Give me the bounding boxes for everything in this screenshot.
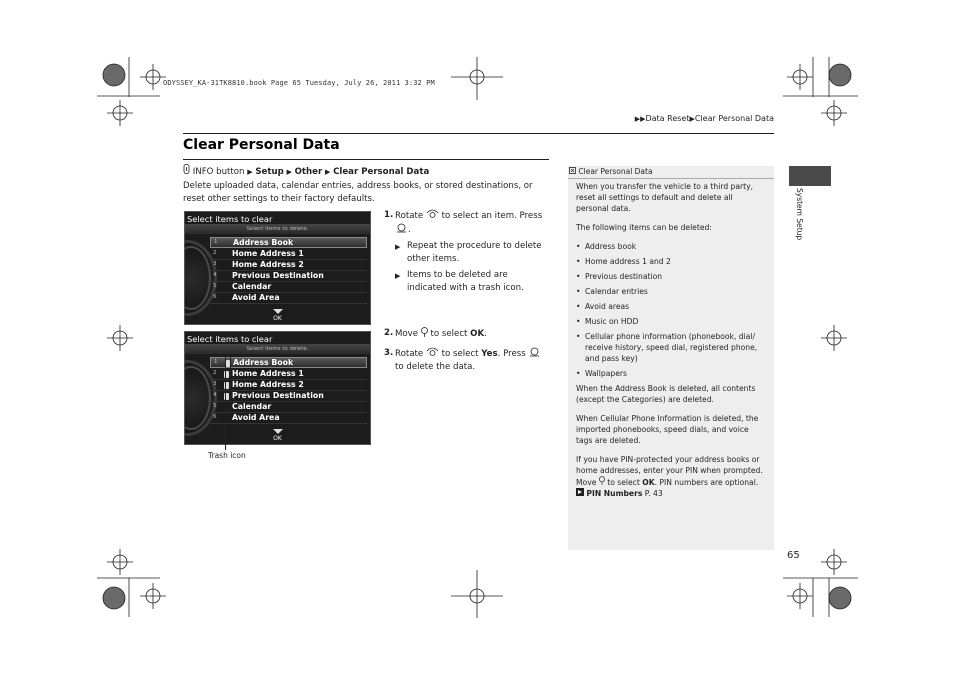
screen-subtitle: Select items to delete. bbox=[246, 346, 309, 352]
press-knob-icon bbox=[528, 347, 541, 357]
print-header: ODYSSEY_KA-31TK8810.book Page 65 Tuesday, July 26, 2011 3:32 PM bbox=[163, 79, 435, 87]
list-item: • Previous destination bbox=[576, 272, 663, 281]
cross-reference-link[interactable]: PIN Numbers P. 43 bbox=[576, 488, 766, 499]
list-item: • Cellular phone information (phonebook, dial/ receive history, speed dial, registered phone, and pass key) bbox=[576, 332, 758, 363]
breadcrumb-item-clear-personal-data[interactable]: Clear Personal Data bbox=[694, 114, 774, 123]
nav-screen-select-items bbox=[184, 211, 371, 325]
page-title: Clear Personal Data bbox=[183, 137, 340, 153]
chapter-tab-label: System Setup bbox=[795, 188, 804, 241]
deletable-items-list bbox=[576, 241, 766, 379]
breadcrumb bbox=[635, 114, 774, 123]
note-paragraph: When you transfer the vehicle to a third party, reset all settings to default and delete all personal data. bbox=[576, 182, 754, 213]
list-item: • Calendar entries bbox=[576, 287, 648, 296]
chevron-down-icon bbox=[273, 309, 283, 314]
chapter-tab bbox=[789, 166, 831, 186]
list-item[interactable]: 4 Previous Destination bbox=[210, 271, 367, 282]
nav-path-info-button: INFO button bbox=[192, 167, 245, 177]
triangle-icon: ▶▶ bbox=[634, 115, 646, 123]
note-paragraph: If you have PIN-protected your address books or home addresses, enter your PIN when prompted. Move to select OK. PIN numbers are optional. bbox=[576, 455, 763, 487]
trash-callout-line bbox=[225, 355, 226, 450]
step-1: 1. Rotate to select an item. Press . ▶ Repeat the procedure to delete other items. ▶ Items to be deleted are indicated with a trash icon. bbox=[384, 209, 549, 295]
list-item[interactable]: 1 Address Book bbox=[210, 357, 367, 368]
triangle-icon: ▶ bbox=[247, 168, 253, 176]
move-knob-icon bbox=[599, 476, 605, 485]
info-button-icon bbox=[183, 167, 193, 177]
triangle-icon: ▶ bbox=[395, 272, 401, 280]
ok-button[interactable]: OK bbox=[273, 315, 282, 322]
screen-subtitle: Select items to delete. bbox=[246, 226, 309, 232]
triangle-icon: ▶ bbox=[395, 243, 401, 251]
step-3: 3. Rotate to select Yes. Press to delete the data. bbox=[384, 347, 549, 374]
rotate-knob-icon bbox=[426, 347, 439, 357]
header-rule bbox=[183, 133, 774, 134]
nav-path-other: Other bbox=[294, 167, 323, 177]
list-item: • Music on HDD bbox=[576, 317, 639, 326]
steps-group-2 bbox=[384, 327, 549, 374]
list-item: • Home address 1 and 2 bbox=[576, 257, 671, 266]
note-icon bbox=[569, 167, 576, 176]
note-sidebar bbox=[568, 166, 774, 550]
triangle-icon: ▶ bbox=[324, 168, 331, 176]
nav-path bbox=[183, 164, 429, 177]
arrow-link-icon bbox=[576, 489, 584, 498]
list-item[interactable]: 6 Avoid Area bbox=[210, 293, 367, 304]
list-item[interactable]: 5 Calendar bbox=[210, 282, 367, 293]
note-heading: Clear Personal Data bbox=[569, 167, 653, 176]
list-item[interactable]: 1 Address Book bbox=[210, 237, 367, 248]
list-item: • Address book bbox=[576, 242, 637, 251]
ok-button[interactable]: OK bbox=[273, 435, 282, 442]
list-item[interactable]: 6 Avoid Area bbox=[210, 413, 367, 424]
step-2: 2. Move to select OK. bbox=[384, 328, 487, 339]
list-item[interactable]: 3 Home Address 2 bbox=[210, 260, 367, 271]
list-item[interactable]: 3 Home Address 2 bbox=[210, 380, 367, 391]
page-number: 65 bbox=[787, 550, 800, 561]
step-1-sub-1: ▶ Repeat the procedure to delete other items. bbox=[395, 241, 542, 264]
list-item[interactable]: 2 Home Address 1 bbox=[210, 369, 367, 380]
nav-path-setup: Setup bbox=[255, 167, 284, 177]
list-item: • Avoid areas bbox=[576, 302, 630, 311]
list-item: • Wallpapers bbox=[576, 369, 627, 378]
press-knob-icon bbox=[395, 223, 408, 233]
move-knob-icon bbox=[421, 327, 428, 337]
title-rule bbox=[183, 159, 549, 160]
chevron-down-icon bbox=[273, 429, 283, 434]
trash-icon-label: Trash icon bbox=[208, 451, 246, 460]
steps-group-1 bbox=[384, 209, 549, 295]
rotate-knob-icon bbox=[426, 209, 439, 219]
screen-title: Select items to clear bbox=[187, 334, 273, 344]
nav-path-clear-personal-data: Clear Personal Data bbox=[333, 167, 430, 177]
step-1-sub-2: ▶ Items to be deleted are indicated with a trash icon. bbox=[395, 270, 524, 293]
list-item[interactable]: 4 Previous Destination bbox=[210, 391, 367, 402]
nav-screen-items-marked bbox=[184, 331, 371, 445]
triangle-icon: ▶ bbox=[286, 168, 292, 176]
list-item[interactable]: 2 Home Address 1 bbox=[210, 249, 367, 260]
note-paragraph: When the Address Book is deleted, all contents (except the Categories) are deleted. bbox=[576, 384, 756, 404]
note-heading-rule bbox=[568, 178, 774, 179]
screen-title: Select items to clear bbox=[187, 214, 273, 224]
note-paragraph: When Cellular Phone Information is deleted, the imported phonebooks, speed dials, and voice tags are deleted. bbox=[576, 414, 759, 445]
note-paragraph: The following items can be deleted: bbox=[576, 223, 712, 232]
triangle-icon: ▶ bbox=[689, 115, 695, 123]
intro-text: Delete uploaded data, calendar entries, address books, or stored destinations, or reset other settings to their factory defaults. bbox=[183, 181, 533, 204]
breadcrumb-item-data-reset[interactable]: Data Reset bbox=[645, 114, 690, 123]
note-body bbox=[576, 181, 766, 499]
list-item[interactable]: 5 Calendar bbox=[210, 402, 367, 413]
